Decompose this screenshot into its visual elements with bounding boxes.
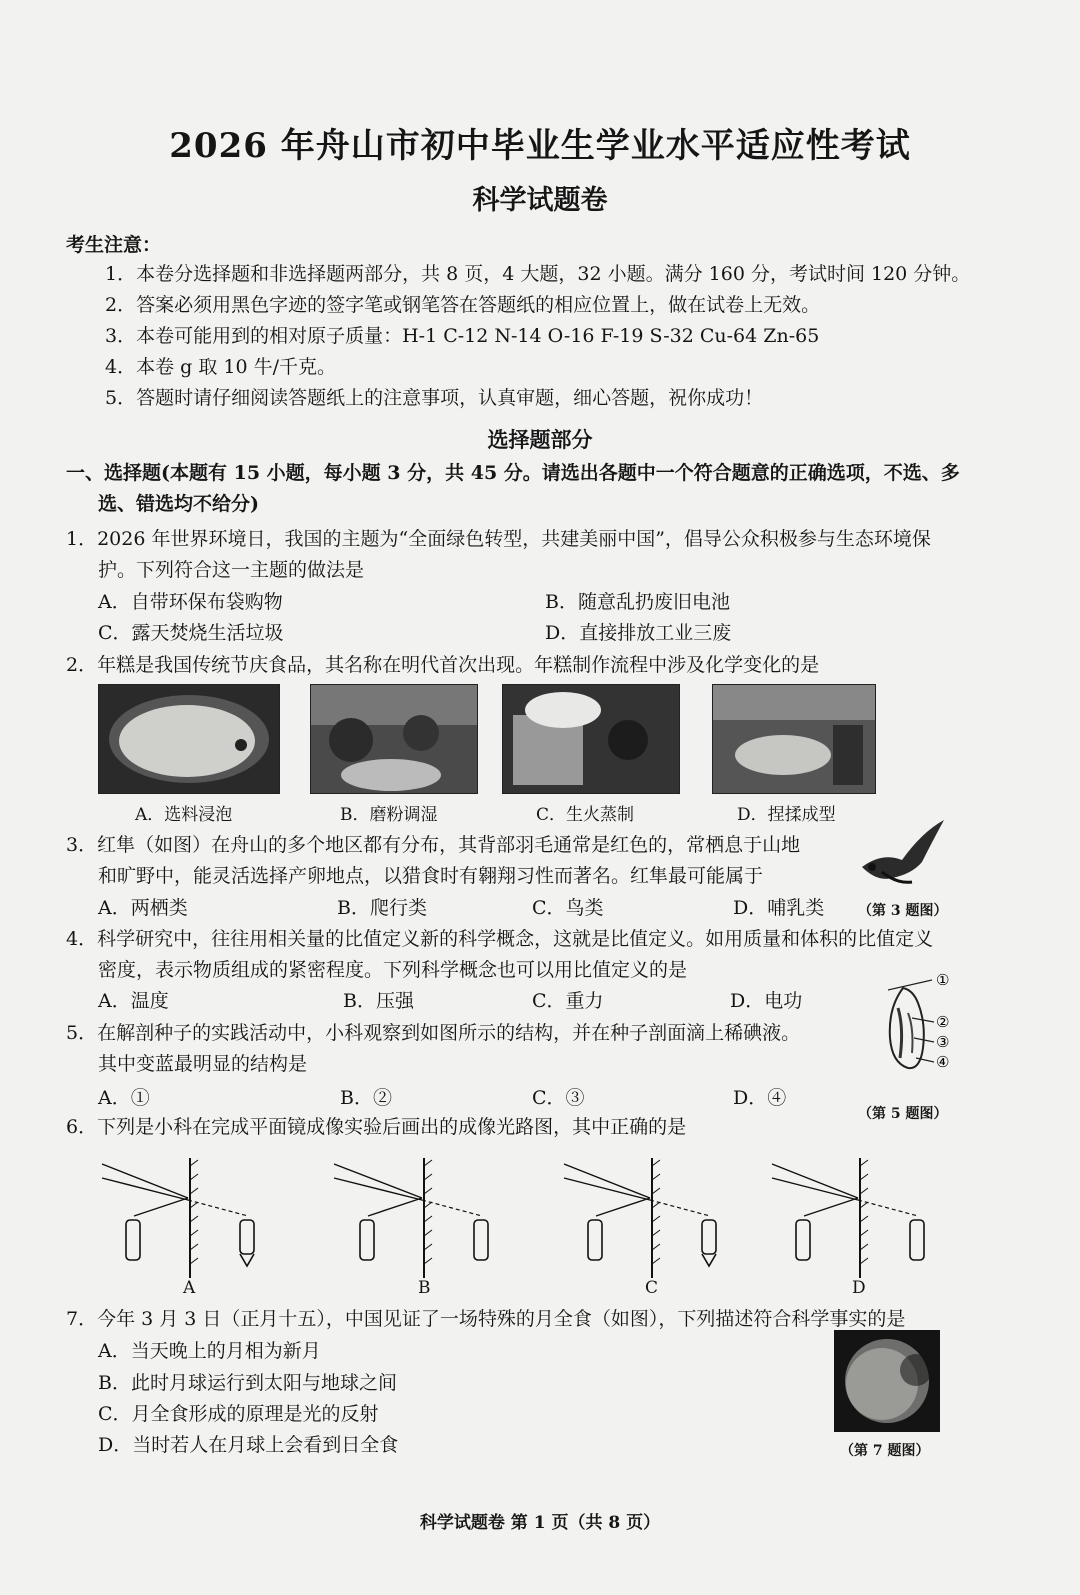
question-5-option-c: C．③	[532, 1087, 585, 1109]
photo-grinding	[310, 684, 478, 794]
mirror-diagram-c	[560, 1150, 740, 1290]
part-instructions: 选、错选均不给分)	[98, 493, 259, 515]
question-2-option-b: B．磨粉调湿	[340, 805, 438, 825]
question-4-option-a: A．温度	[98, 990, 169, 1012]
mirror-diagram-b	[330, 1150, 510, 1290]
question-1-option-d: D．直接排放工业三废	[545, 622, 732, 644]
seed-label-3: ③	[936, 1033, 950, 1051]
seed-label-4: ④	[936, 1053, 950, 1071]
figure-5-caption: （第 5 题图）	[858, 1106, 948, 1122]
question-7-option-b: B．此时月球运行到太阳与地球之间	[98, 1372, 397, 1394]
question-1-option-b: B．随意乱扔废旧电池	[545, 591, 730, 613]
notice-item: 3．本卷可能用到的相对原子质量：H-1 C-12 N-14 O-16 F-19 S-32 Cu-64 Zn-65	[105, 325, 820, 347]
mirror-label-c: C	[645, 1278, 659, 1298]
question-3-stem: 和旷野中，能灵活选择产卵地点，以猎食时有翱翔习性而著名。红隼最可能属于	[98, 865, 764, 887]
part-instructions: 一、选择题(本题有 15 小题，每小题 3 分，共 45 分。请选出各题中一个符合题意的正确选项，不选、多	[66, 462, 960, 484]
seed-label-1: ①	[936, 971, 950, 989]
notice-heading: 考生注意：	[66, 234, 162, 256]
question-4-stem: 密度，表示物质组成的紧密程度。下列科学概念也可以用比值定义的是	[98, 959, 688, 981]
mirror-diagram-d	[768, 1150, 948, 1290]
photo-soaking	[98, 684, 280, 794]
figure-7-caption: （第 7 题图）	[840, 1443, 930, 1459]
question-5-stem: 其中变蓝最明显的结构是	[98, 1053, 308, 1075]
question-5-option-a: A．①	[98, 1087, 150, 1109]
photo-steaming	[502, 684, 680, 794]
question-1-stem: 1．2026 年世界环境日，我国的主题为“全面绿色转型，共建美丽中国”，倡导公众积极参与生态环境保	[66, 528, 931, 550]
question-1-stem: 护。下列符合这一主题的做法是	[98, 559, 365, 581]
question-4-stem: 4．科学研究中，往往用相关量的比值定义新的科学概念，这就是比值定义。如用质量和体积的比值定义	[66, 928, 934, 950]
question-3-option-b: B．爬行类	[337, 897, 427, 919]
notice-item: 4．本卷 g 取 10 牛/千克。	[105, 356, 336, 378]
mirror-label-a: A	[183, 1278, 196, 1298]
page-title: 2026 年舟山市初中毕业生学业水平适应性考试	[169, 126, 911, 166]
question-7-option-a: A．当天晚上的月相为新月	[98, 1340, 321, 1362]
notice-item: 1．本卷分选择题和非选择题两部分，共 8 页，4 大题，32 小题。满分 160 分，考试时间 120 分钟。	[105, 263, 971, 285]
seed-label-2: ②	[936, 1013, 950, 1031]
seed-diagram	[868, 968, 978, 1078]
question-5-stem: 5．在解剖种子的实践活动中，小科观察到如图所示的结构，并在种子剖面滴上稀碘液。	[66, 1022, 801, 1044]
question-1-option-c: C．露天焚烧生活垃圾	[98, 622, 284, 644]
page-footer: 科学试题卷 第 1 页（共 8 页）	[419, 1513, 661, 1533]
figure-3-caption: （第 3 题图）	[858, 903, 948, 919]
question-7-stem: 7．今年 3 月 3 日（正月十五），中国见证了一场特殊的月全食（如图），下列描述符合科学事实的是	[66, 1308, 906, 1330]
section-heading: 选择题部分	[487, 427, 593, 452]
question-3-option-c: C．鸟类	[532, 897, 604, 919]
question-4-option-d: D．电功	[730, 990, 803, 1012]
question-2-stem: 2．年糕是我国传统节庆食品，其名称在明代首次出现。年糕制作流程中涉及化学变化的是	[66, 654, 820, 676]
question-6-stem: 6．下列是小科在完成平面镜成像实验后画出的成像光路图，其中正确的是	[66, 1116, 687, 1138]
mirror-label-b: B	[418, 1278, 431, 1298]
question-7-option-d: D．当时若人在月球上会看到日全食	[98, 1434, 399, 1456]
question-5-option-d: D．④	[733, 1087, 787, 1109]
question-4-option-c: C．重力	[532, 990, 604, 1012]
question-3-stem: 3．红隼（如图）在舟山的多个地区都有分布，其背部羽毛通常是红色的，常栖息于山地	[66, 834, 801, 856]
mirror-diagram-a	[98, 1150, 278, 1290]
question-1-option-a: A．自带环保布袋购物	[98, 591, 283, 613]
question-3-option-a: A．两栖类	[98, 897, 188, 919]
question-5-option-b: B．②	[340, 1087, 392, 1109]
photo-kneading	[712, 684, 876, 794]
question-3-option-d: D．哺乳类	[733, 897, 825, 919]
question-2-option-d: D．捏揉成型	[737, 805, 836, 825]
question-2-option-a: A．选料浸泡	[135, 805, 233, 825]
mirror-label-d: D	[852, 1278, 866, 1298]
question-2-option-c: C．生火蒸制	[536, 805, 635, 825]
question-7-option-c: C．月全食形成的原理是光的反射	[98, 1403, 379, 1425]
kestrel-illustration	[852, 812, 952, 892]
notice-item: 5．答题时请仔细阅读答题纸上的注意事项，认真审题，细心答题，祝你成功！	[105, 387, 764, 409]
notice-item: 2．答案必须用黑色字迹的签字笔或钢笔答在答题纸的相应位置上，做在试卷上无效。	[105, 294, 821, 316]
question-4-option-b: B．压强	[343, 990, 414, 1012]
lunar-eclipse-photo	[834, 1330, 940, 1432]
page-subtitle: 科学试题卷	[472, 185, 608, 216]
